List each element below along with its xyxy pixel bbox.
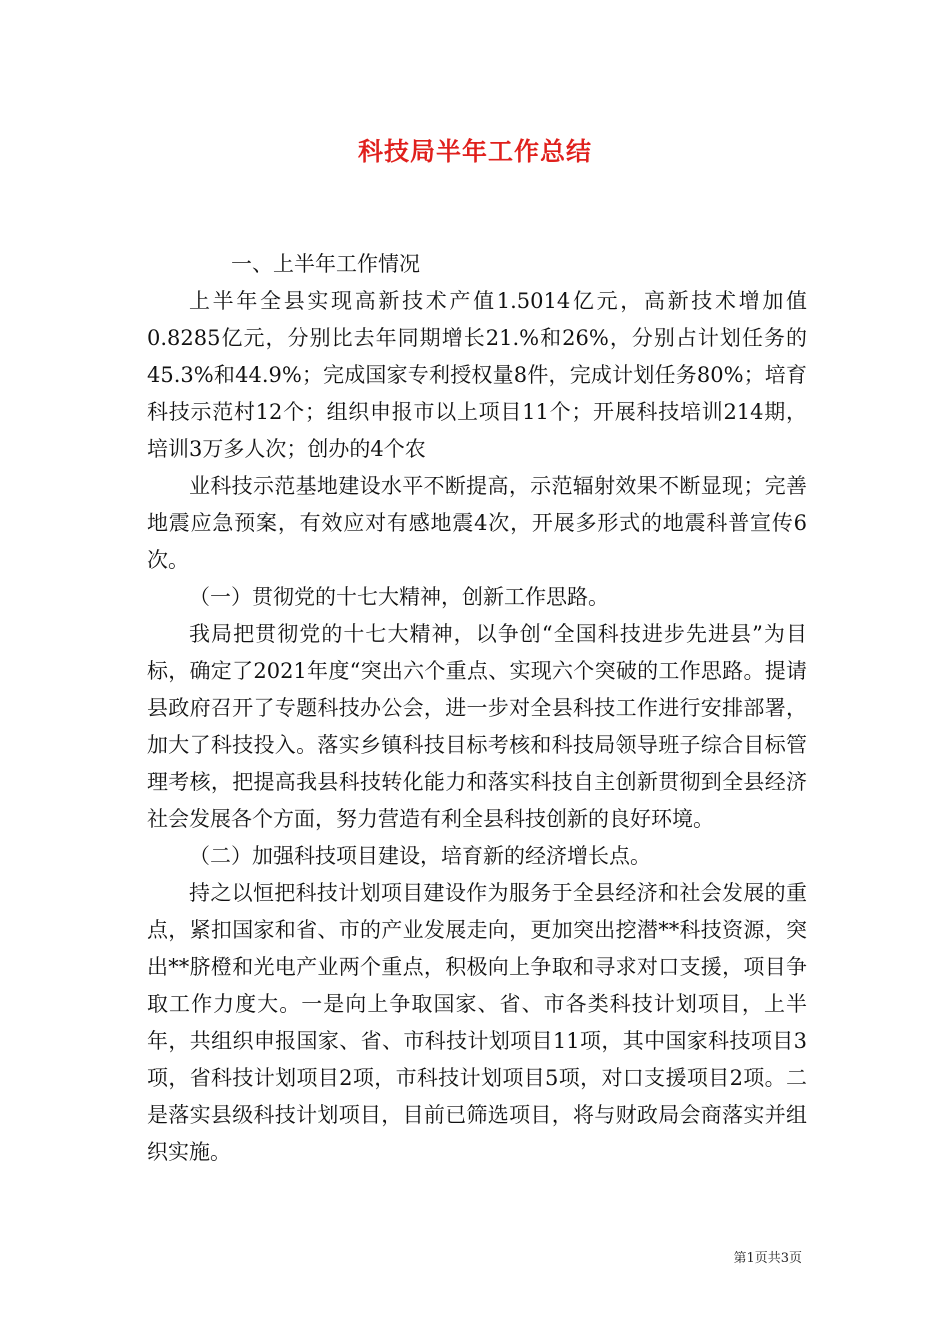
page-number: 第1页共3页 bbox=[733, 1251, 802, 1266]
subsection-heading: （一）贯彻党的十七大精神，创新工作思路。 bbox=[189, 585, 609, 609]
document-body bbox=[147, 246, 807, 1171]
body-paragraph: 上半年全县实现高新技术产值1.5014亿元，高新技术增加值0.8285亿元，分别比去年同期增长21.%和26%，分别占计划任务的45.3%和44.9%；完成国家专利授权量8件，完成计划任务80%；培育科技示范村12个；组织申报市以上项目11个；开展科技培训214期，培训3万多人次；创办的4个农 bbox=[147, 289, 807, 461]
section-heading: 一、上半年工作情况 bbox=[231, 252, 420, 276]
document-title: 科技局半年工作总结 bbox=[357, 137, 592, 166]
body-paragraph: 我局把贯彻党的十七大精神，以争创“全国科技进步先进县”为目标，确定了2021年度“突出六个重点、实现六个突破的工作思路。提请县政府召开了专题科技办公会，进一步对全县科技工作进行安排部署，加大了科技投入。落实乡镇科技目标考核和科技局领导班子综合目标管理考核，把提高我县科技转化能力和落实科技自主创新贯彻到全县经济社会发展各个方面，努力营造有利全县科技创新的良好环境。 bbox=[147, 622, 807, 831]
body-paragraph: 持之以恒把科技计划项目建设作为服务于全县经济和社会发展的重点，紧扣国家和省、市的产业发展走向，更加突出挖潜**科技资源，突出**脐橙和光电产业两个重点，积极向上争取和寻求对口支援，项目争取工作力度大。一是向上争取国家、省、市各类科技计划项目，上半年，共组织申报国家、省、市科技计划项目11项，其中国家科技项目3项，省科技计划项目2项，市科技计划项目5项，对口支援项目2项。二是落实县级科技计划项目，目前已筛选项目，将与财政局会商落实并组织实施。 bbox=[147, 881, 807, 1164]
subsection-heading: （二）加强科技项目建设，培育新的经济增长点。 bbox=[189, 844, 651, 868]
body-paragraph: 业科技示范基地建设水平不断提高，示范辐射效果不断显现；完善地震应急预案，有效应对有感地震4次，开展多形式的地震科普宣传6次。 bbox=[147, 474, 807, 572]
